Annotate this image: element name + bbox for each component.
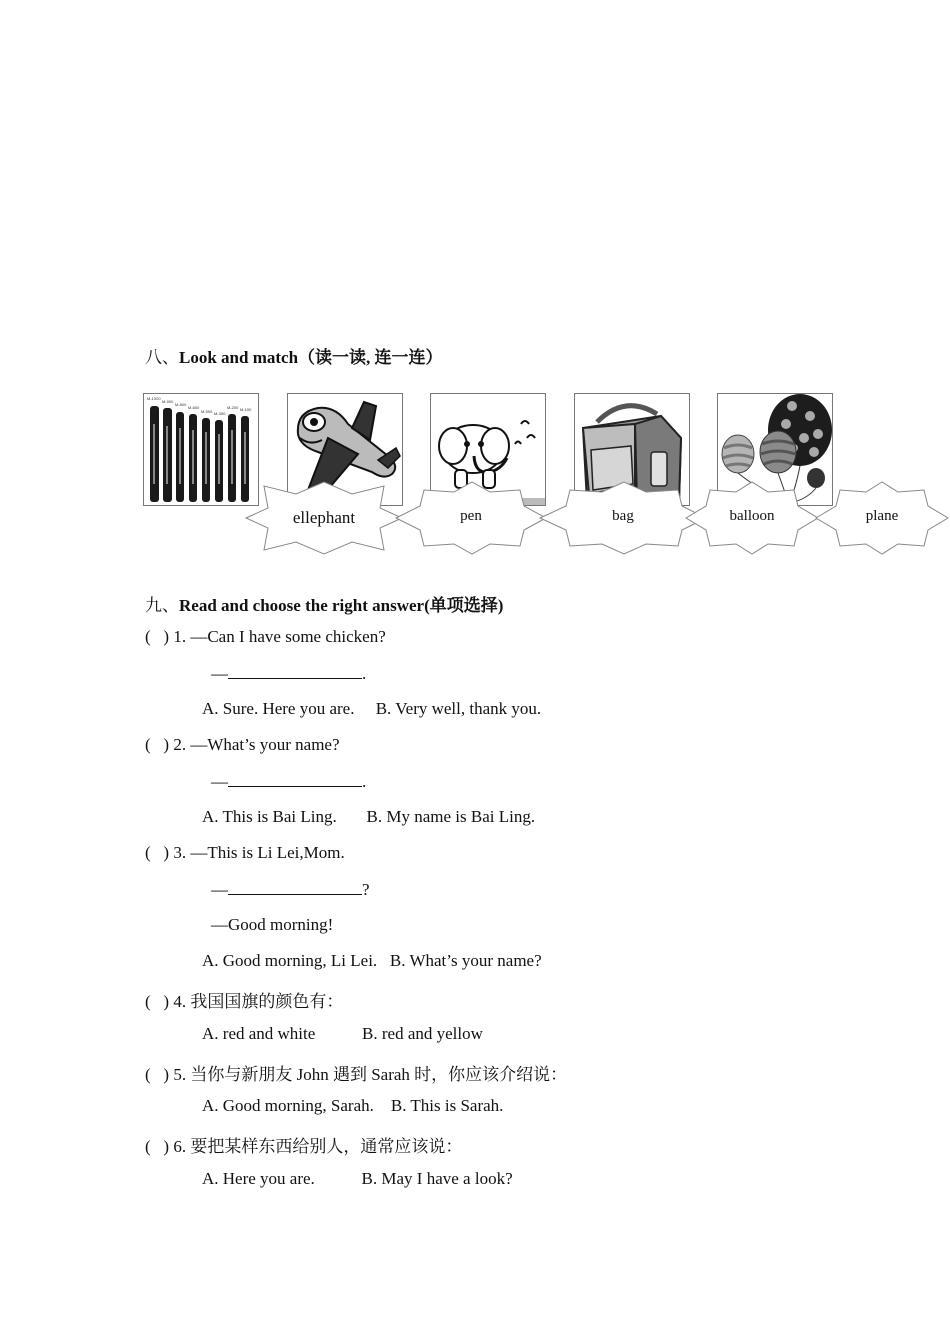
answer-bracket[interactable]: ( ) 2. <box>145 735 191 754</box>
question-1-options: A. Sure. Here you are. B. Very well, thank you. <box>202 699 542 718</box>
question-2: ( ) 2. —What’s your name? <box>145 735 340 754</box>
question-3-extra: —Good morning! <box>211 915 334 934</box>
question-5: ( ) 5. 当你与新朋友 John 遇到 Sarah 时，你应该介绍说： <box>145 1065 568 1084</box>
question-6: ( ) 6. 要把某样东西给别人，通常应该说： <box>145 1137 463 1156</box>
answer-blank[interactable] <box>228 663 362 679</box>
word-label: ellephant <box>292 508 356 527</box>
answer-bracket[interactable]: ( ) 1. <box>145 627 191 646</box>
pen-label: M-100 <box>240 407 252 412</box>
word-label: pen <box>460 508 482 524</box>
word-card-balloon[interactable] <box>684 480 820 556</box>
pen-label: M-800 <box>175 402 187 407</box>
section-9-heading: 九、Read and choose the right answer(单项选择) <box>145 596 504 615</box>
word-card-plane[interactable] <box>814 480 950 556</box>
pens-picture <box>143 393 259 506</box>
question-3-reply: — ? <box>211 880 370 899</box>
pen-label: M-600 <box>188 405 200 410</box>
pen-label: M-300 <box>214 411 226 416</box>
question-6-options: A. Here you are. B. May I have a look? <box>202 1169 513 1188</box>
word-card-pen[interactable] <box>394 480 548 556</box>
word-label: balloon <box>729 508 775 524</box>
word-card-bag[interactable] <box>538 480 708 556</box>
question-4-options: A. red and white B. red and yellow <box>202 1024 483 1043</box>
question-3: ( ) 3. —This is Li Lei,Mom. <box>145 843 345 862</box>
answer-bracket[interactable]: ( ) 5. <box>145 1065 191 1084</box>
question-5-options: A. Good morning, Sarah. B. This is Sarah. <box>202 1096 504 1115</box>
pens-icon <box>144 394 258 505</box>
section-8-heading: 八、Look and match（读一读, 连一连） <box>145 348 443 367</box>
question-2-reply: — . <box>211 772 367 791</box>
pen-label: M-200 <box>227 405 239 410</box>
question-3-options: A. Good morning, Li Lei. B. What’s your name? <box>202 951 542 970</box>
answer-bracket[interactable]: ( ) 4. <box>145 992 191 1011</box>
question-4: ( ) 4. 我国国旗的颜色有： <box>145 992 344 1011</box>
question-2-options: A. This is Bai Ling. B. My name is Bai Ling. <box>202 807 536 826</box>
answer-bracket[interactable]: ( ) 3. <box>145 843 191 862</box>
word-label: bag <box>612 508 634 524</box>
pen-label: M-1000 <box>147 396 161 401</box>
answer-bracket[interactable]: ( ) 6. <box>145 1137 191 1156</box>
question-1-reply: — . <box>211 664 367 683</box>
word-card-ellephant[interactable] <box>244 480 404 556</box>
pen-label: M-500 <box>201 409 213 414</box>
answer-blank[interactable] <box>228 771 362 787</box>
answer-blank[interactable] <box>228 879 362 895</box>
question-1: ( ) 1. —Can I have some chicken? <box>145 627 386 646</box>
pen-label: M-900 <box>162 399 174 404</box>
word-label: plane <box>865 508 899 524</box>
